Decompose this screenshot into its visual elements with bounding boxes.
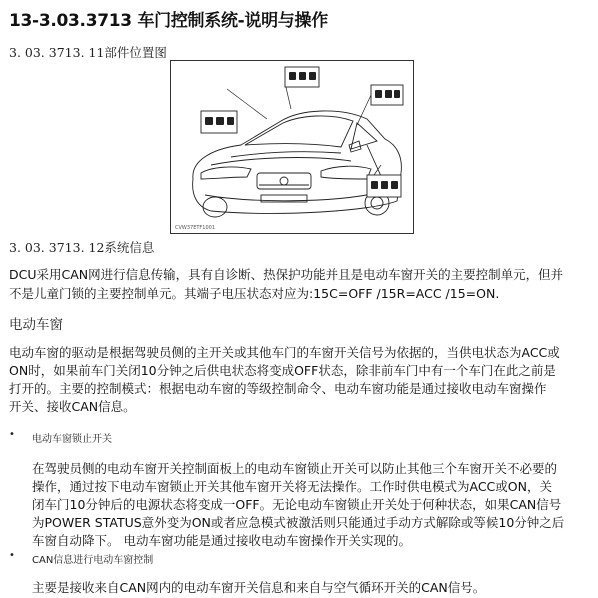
dcu-paragraph-line: DCU采用CAN网进行信息传输，具有自诊断、热保护功能并且是电动车窗开关的主要控制单元，但并	[9, 267, 564, 282]
bullet-label-can-control: CAN信息进行电动车窗控制	[32, 555, 154, 566]
section-heading-parts-location: 3. 03. 3713. 11部件位置图	[9, 45, 167, 60]
power-window-paragraph-line: 开关、接收CAN信息。	[9, 399, 136, 414]
car-line-drawing	[171, 61, 413, 233]
document-title: 13-3.03.3713 车门控制系统-说明与操作	[9, 11, 328, 31]
power-window-heading: 电动车窗	[9, 317, 63, 333]
dcu-paragraph-line: 不是儿童门锁的主要控制单元。其端子电压状态对应为:15C=OFF /15R=ACC /15=ON.	[9, 286, 500, 301]
window-lock-paragraph-line: 闭车门10分钟后的电源状态将变成一OFF。无论电动车窗锁止开关处于何种状态，如果CAN信号	[32, 497, 562, 512]
power-window-paragraph-line: 打开的。主要的控制模式：根据电动车窗的等级控制命令、电动车窗功能是通过接收电动车窗操作	[9, 381, 547, 396]
bullet-marker: •	[9, 550, 15, 561]
power-window-paragraph-line: 电动车窗的驱动是根据驾驶员侧的主开关或其他车门的车窗开关信号为依据的，当供电状态为ACC或	[9, 345, 560, 360]
section-heading-system-info: 3. 03. 3713. 12系统信息	[9, 240, 155, 255]
component-location-figure	[170, 60, 414, 234]
window-lock-paragraph-line: 在驾驶员侧的电动车窗开关控制面板上的电动车窗锁止开关可以防止其他三个车窗开关不必要的	[32, 461, 558, 476]
figure-code: CVW37ETF1001	[175, 225, 216, 231]
can-control-paragraph-line: 主要是接收来自CAN网内的电动车窗开关信息和来自与空气循环开关的CAN信号。	[32, 580, 486, 595]
window-lock-paragraph-line: 车窗自动降下。 电动车窗功能是通过接收电动车窗操作开关实现的。	[32, 533, 411, 548]
power-window-paragraph-line: ON时，如果前车门关闭10分钟之后供电状态将变成OFF状态，除非前车门中有一个车门在此之前是	[9, 363, 556, 378]
bullet-marker: •	[9, 429, 15, 440]
bullet-label-window-lock: 电动车窗锁止开关	[32, 434, 112, 445]
window-lock-paragraph-line: 操作，通过按下电动车窗锁止开关其他车窗开关将无法操作。工作时供电模式为ACC或ON，关	[32, 479, 552, 494]
window-lock-paragraph-line: 为POWER STATUS意外变为ON或者应急模式被激活则只能通过手动方式解除或等候10分钟之后	[32, 515, 565, 530]
